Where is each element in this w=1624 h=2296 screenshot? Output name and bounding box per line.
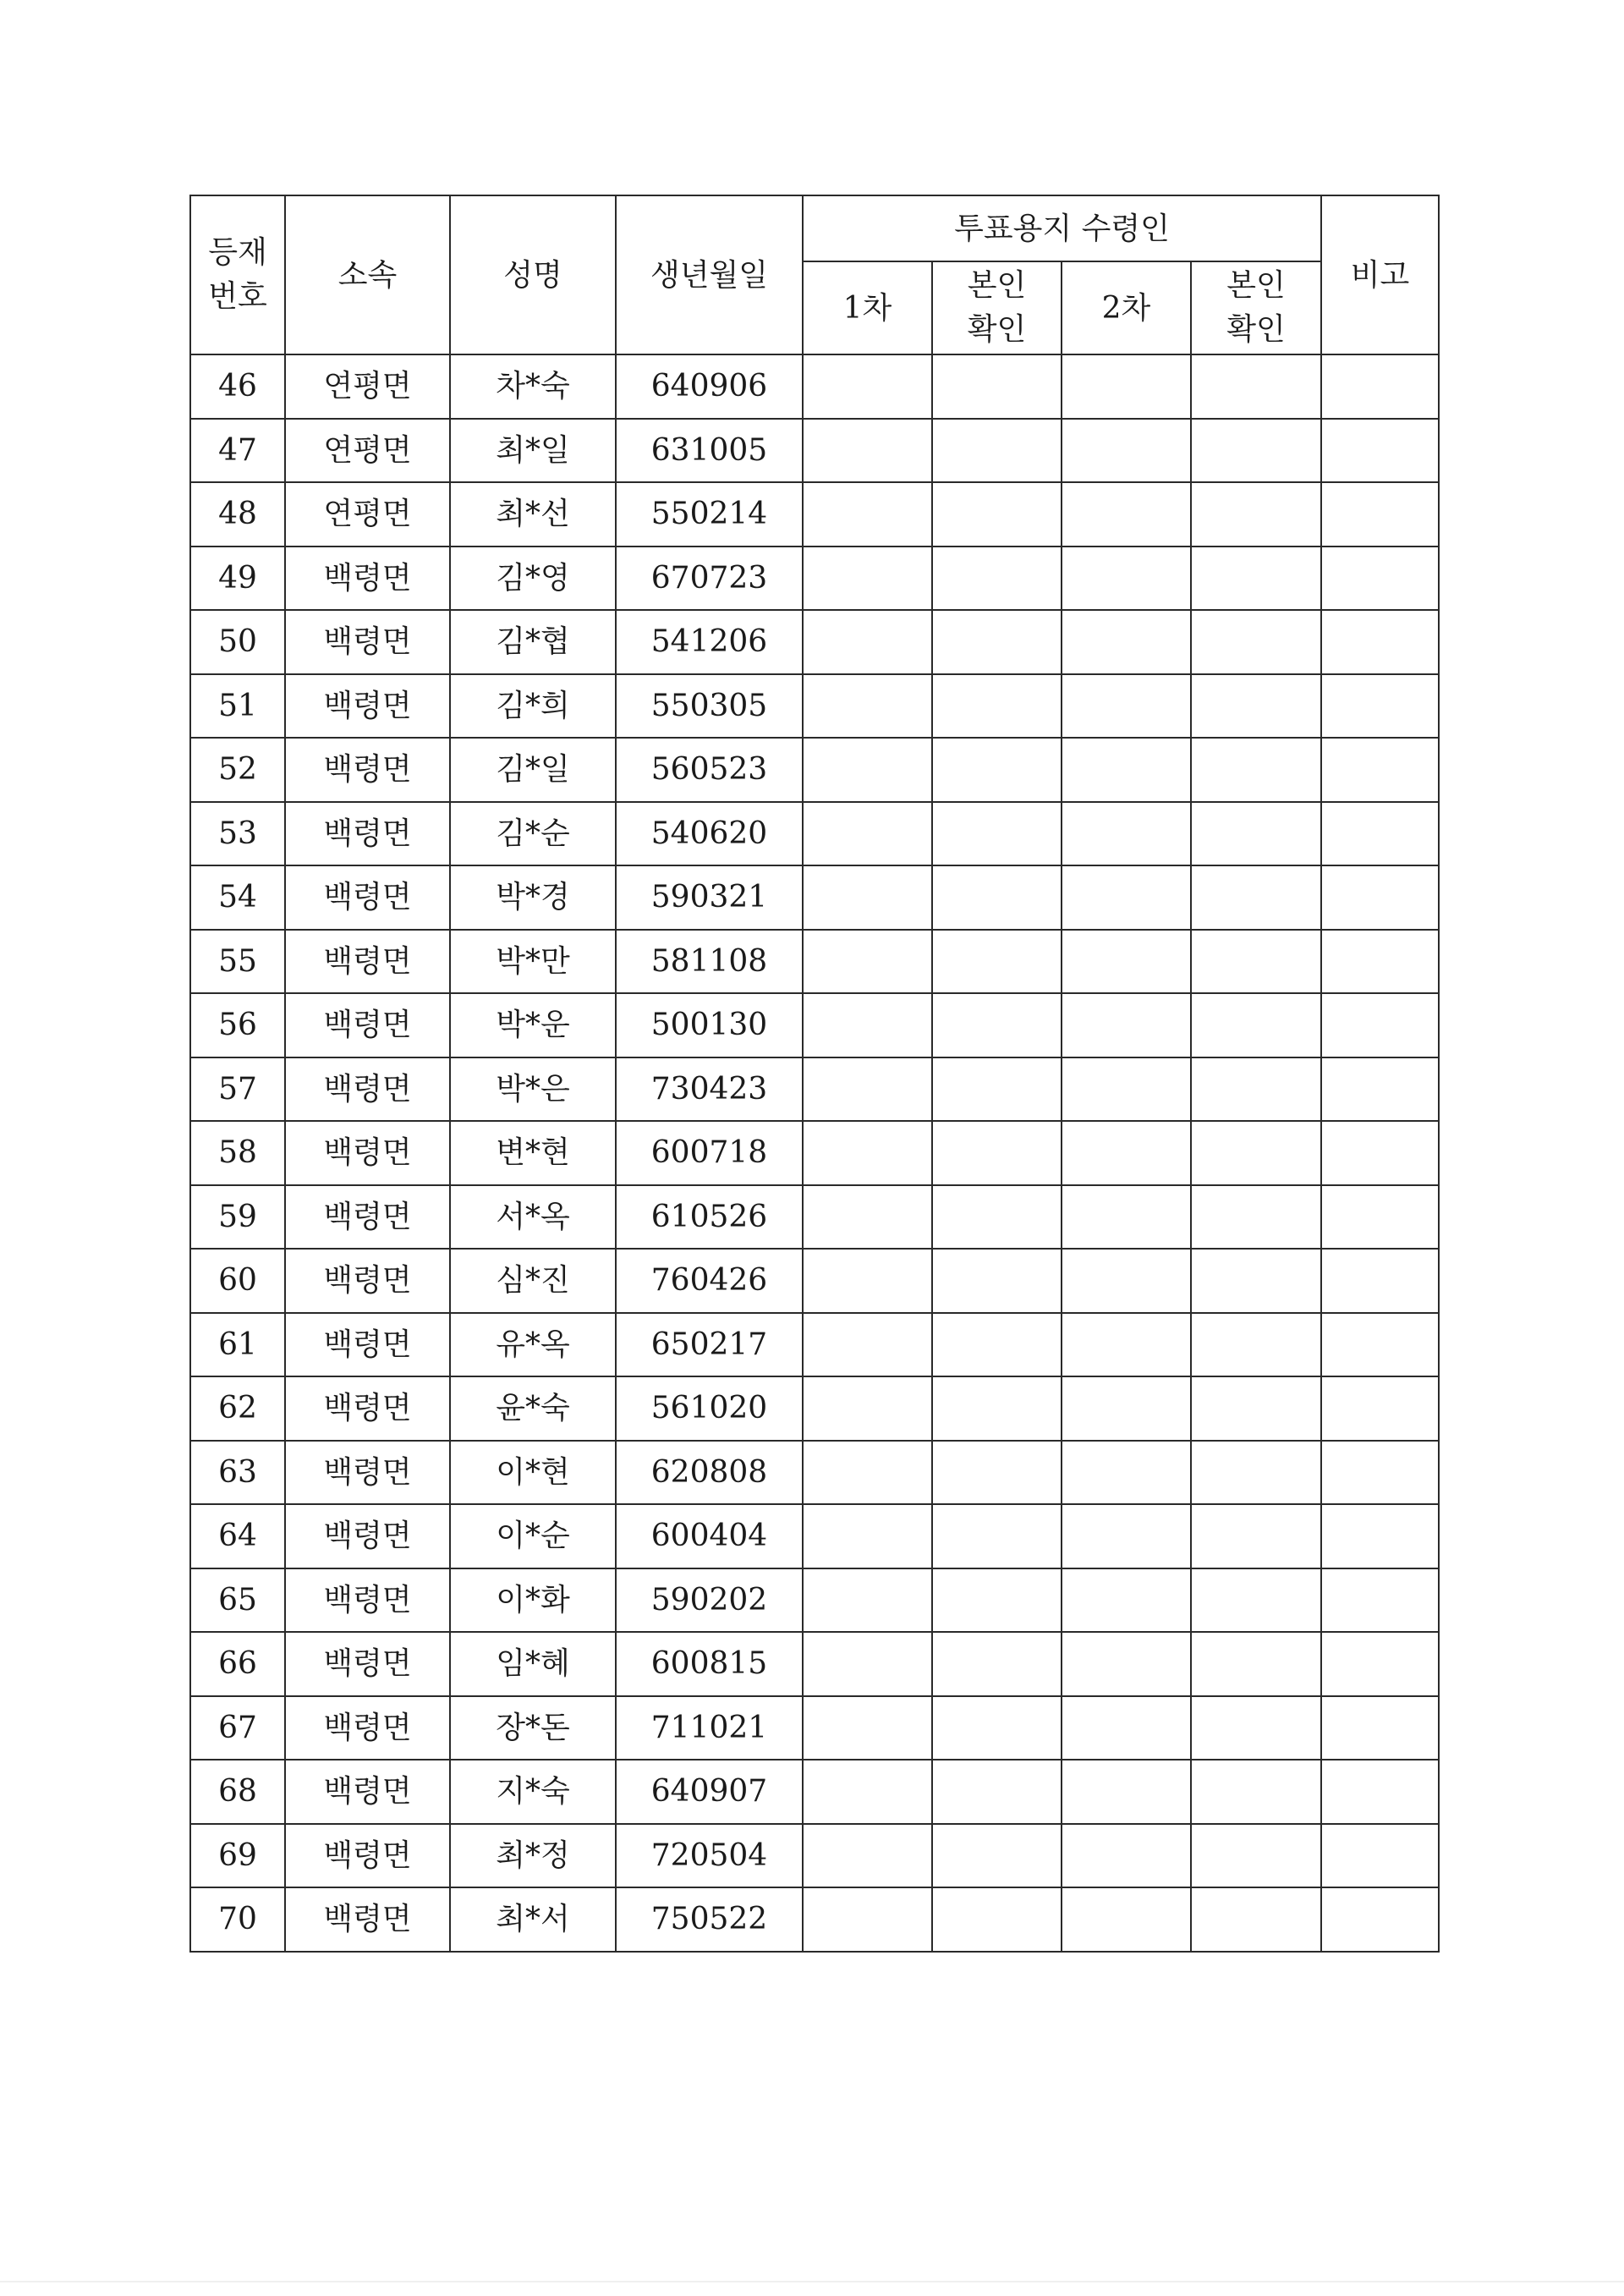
table-row <box>190 865 1439 930</box>
cell-first <box>803 1185 932 1250</box>
table-row <box>190 419 1439 483</box>
header-reg-no-line2: 번호 <box>208 279 267 314</box>
cell-reg-no: 58 <box>190 1121 285 1185</box>
cell-second <box>1062 993 1191 1057</box>
table-row <box>190 1376 1439 1441</box>
table-row <box>190 1057 1439 1122</box>
cell-birthdate: 550214 <box>616 482 803 547</box>
cell-confirm-2 <box>1191 674 1321 739</box>
cell-confirm-2 <box>1191 610 1321 674</box>
cell-confirm-2 <box>1191 1632 1321 1696</box>
cell-first <box>803 354 932 419</box>
cell-name: 이*화 <box>450 1568 616 1633</box>
cell-name: 임*혜 <box>450 1632 616 1696</box>
cell-affiliation: 백령면 <box>285 1057 450 1122</box>
cell-birthdate: 711021 <box>616 1696 803 1760</box>
cell-reg-no: 55 <box>190 930 285 994</box>
cell-reg-no: 66 <box>190 1632 285 1696</box>
cell-birthdate: 650217 <box>616 1313 803 1377</box>
cell-affiliation: 백령면 <box>285 1185 450 1250</box>
cell-remarks <box>1321 674 1439 739</box>
table-header <box>190 195 1439 354</box>
cell-birthdate: 640907 <box>616 1760 803 1824</box>
table-row <box>190 1824 1439 1888</box>
cell-first <box>803 482 932 547</box>
cell-confirm-1 <box>932 1696 1062 1760</box>
cell-name: 최*서 <box>450 1887 616 1952</box>
cell-first <box>803 1376 932 1441</box>
cell-remarks <box>1321 1760 1439 1824</box>
cell-confirm-2 <box>1191 1313 1321 1377</box>
table-row <box>190 354 1439 419</box>
table-row <box>190 1441 1439 1505</box>
cell-confirm-2 <box>1191 1249 1321 1313</box>
cell-confirm-2 <box>1191 865 1321 930</box>
cell-birthdate: 550305 <box>616 674 803 739</box>
cell-reg-no: 67 <box>190 1696 285 1760</box>
cell-name: 김*일 <box>450 738 616 802</box>
cell-second <box>1062 1696 1191 1760</box>
cell-confirm-2 <box>1191 1824 1321 1888</box>
cell-affiliation: 연평면 <box>285 482 450 547</box>
cell-name: 최*정 <box>450 1824 616 1888</box>
cell-birthdate: 620808 <box>616 1441 803 1505</box>
cell-remarks <box>1321 1504 1439 1568</box>
cell-affiliation: 백령면 <box>285 1121 450 1185</box>
cell-second <box>1062 802 1191 866</box>
cell-affiliation: 백령면 <box>285 1249 450 1313</box>
cell-first <box>803 1696 932 1760</box>
cell-affiliation: 백령면 <box>285 1313 450 1377</box>
cell-reg-no: 62 <box>190 1376 285 1441</box>
cell-name: 박*운 <box>450 993 616 1057</box>
cell-remarks <box>1321 354 1439 419</box>
cell-birthdate: 590321 <box>616 865 803 930</box>
cell-remarks <box>1321 1185 1439 1250</box>
cell-remarks <box>1321 1249 1439 1313</box>
header-remarks: 비고 <box>1321 195 1439 354</box>
table-row <box>190 1249 1439 1313</box>
cell-second <box>1062 354 1191 419</box>
cell-second <box>1062 1824 1191 1888</box>
cell-birthdate: 541206 <box>616 610 803 674</box>
cell-affiliation: 백령면 <box>285 1632 450 1696</box>
header-confirm-1-line2: 확인 <box>967 312 1027 347</box>
cell-birthdate: 720504 <box>616 1824 803 1888</box>
header-first: 1차 <box>803 261 932 354</box>
cell-name: 이*순 <box>450 1504 616 1568</box>
cell-name: 지*숙 <box>450 1760 616 1824</box>
cell-second <box>1062 865 1191 930</box>
cell-remarks <box>1321 1887 1439 1952</box>
cell-remarks <box>1321 738 1439 802</box>
cell-birthdate: 730423 <box>616 1057 803 1122</box>
cell-confirm-1 <box>932 993 1062 1057</box>
table-body <box>190 354 1439 1952</box>
cell-confirm-1 <box>932 674 1062 739</box>
cell-confirm-1 <box>932 1185 1062 1250</box>
page-edge-line <box>0 2281 1624 2282</box>
table-row <box>190 1887 1439 1952</box>
cell-birthdate: 600718 <box>616 1121 803 1185</box>
cell-confirm-1 <box>932 1441 1062 1505</box>
cell-reg-no: 63 <box>190 1441 285 1505</box>
cell-affiliation: 연평면 <box>285 419 450 483</box>
cell-confirm-2 <box>1191 1568 1321 1633</box>
cell-second <box>1062 674 1191 739</box>
cell-reg-no: 61 <box>190 1313 285 1377</box>
cell-reg-no: 59 <box>190 1185 285 1250</box>
table-row <box>190 1504 1439 1568</box>
cell-second <box>1062 738 1191 802</box>
table-row <box>190 1696 1439 1760</box>
cell-birthdate: 760426 <box>616 1249 803 1313</box>
cell-first <box>803 1760 932 1824</box>
roster-sheet <box>189 195 1438 1953</box>
cell-affiliation: 백령면 <box>285 674 450 739</box>
cell-reg-no: 49 <box>190 547 285 611</box>
cell-second <box>1062 1185 1191 1250</box>
cell-confirm-2 <box>1191 1760 1321 1824</box>
cell-second <box>1062 547 1191 611</box>
cell-reg-no: 65 <box>190 1568 285 1633</box>
header-confirm-2 <box>1191 261 1321 354</box>
cell-confirm-1 <box>932 610 1062 674</box>
header-confirm-1-line1: 본인 <box>967 267 1027 303</box>
cell-confirm-2 <box>1191 1441 1321 1505</box>
cell-confirm-1 <box>932 738 1062 802</box>
cell-affiliation: 백령면 <box>285 610 450 674</box>
cell-remarks <box>1321 1824 1439 1888</box>
header-confirm-2-line2: 확인 <box>1226 312 1286 347</box>
cell-second <box>1062 1313 1191 1377</box>
cell-confirm-1 <box>932 865 1062 930</box>
table-row <box>190 1185 1439 1250</box>
header-affiliation: 소속 <box>285 195 450 354</box>
cell-affiliation: 백령면 <box>285 738 450 802</box>
table-row <box>190 738 1439 802</box>
cell-name: 김*영 <box>450 547 616 611</box>
cell-confirm-2 <box>1191 1376 1321 1441</box>
cell-confirm-1 <box>932 419 1062 483</box>
cell-first <box>803 1568 932 1633</box>
cell-birthdate: 600404 <box>616 1504 803 1568</box>
cell-reg-no: 47 <box>190 419 285 483</box>
table-row <box>190 482 1439 547</box>
cell-second <box>1062 1376 1191 1441</box>
cell-name: 이*현 <box>450 1441 616 1505</box>
cell-affiliation: 백령면 <box>285 930 450 994</box>
cell-reg-no: 68 <box>190 1760 285 1824</box>
cell-first <box>803 674 932 739</box>
cell-confirm-1 <box>932 802 1062 866</box>
cell-confirm-2 <box>1191 1057 1321 1122</box>
cell-confirm-1 <box>932 1824 1062 1888</box>
cell-name: 윤*숙 <box>450 1376 616 1441</box>
cell-name: 박*은 <box>450 1057 616 1122</box>
cell-confirm-2 <box>1191 482 1321 547</box>
cell-remarks <box>1321 802 1439 866</box>
cell-reg-no: 52 <box>190 738 285 802</box>
cell-reg-no: 56 <box>190 993 285 1057</box>
cell-first <box>803 930 932 994</box>
cell-reg-no: 70 <box>190 1887 285 1952</box>
cell-birthdate: 590202 <box>616 1568 803 1633</box>
cell-confirm-1 <box>932 1249 1062 1313</box>
cell-confirm-1 <box>932 1121 1062 1185</box>
cell-second <box>1062 1121 1191 1185</box>
cell-reg-no: 57 <box>190 1057 285 1122</box>
cell-second <box>1062 1441 1191 1505</box>
cell-confirm-1 <box>932 1632 1062 1696</box>
cell-birthdate: 560523 <box>616 738 803 802</box>
cell-confirm-1 <box>932 547 1062 611</box>
cell-remarks <box>1321 1121 1439 1185</box>
cell-name: 김*협 <box>450 610 616 674</box>
cell-reg-no: 64 <box>190 1504 285 1568</box>
cell-name: 심*진 <box>450 1249 616 1313</box>
cell-name: 박*경 <box>450 865 616 930</box>
cell-confirm-2 <box>1191 930 1321 994</box>
cell-first <box>803 993 932 1057</box>
cell-confirm-1 <box>932 930 1062 994</box>
cell-affiliation: 백령면 <box>285 993 450 1057</box>
cell-first <box>803 1632 932 1696</box>
cell-name: 김*희 <box>450 674 616 739</box>
table-row <box>190 1632 1439 1696</box>
cell-second <box>1062 1887 1191 1952</box>
cell-confirm-1 <box>932 1313 1062 1377</box>
cell-reg-no: 53 <box>190 802 285 866</box>
table-row <box>190 993 1439 1057</box>
cell-first <box>803 1504 932 1568</box>
cell-confirm-1 <box>932 1504 1062 1568</box>
cell-confirm-1 <box>932 482 1062 547</box>
cell-confirm-2 <box>1191 1504 1321 1568</box>
cell-remarks <box>1321 993 1439 1057</box>
cell-first <box>803 1249 932 1313</box>
cell-first <box>803 865 932 930</box>
cell-reg-no: 69 <box>190 1824 285 1888</box>
header-ballot-receiver: 투표용지 수령인 <box>803 195 1321 261</box>
cell-birthdate: 631005 <box>616 419 803 483</box>
table-row <box>190 1760 1439 1824</box>
cell-reg-no: 48 <box>190 482 285 547</box>
cell-birthdate: 561020 <box>616 1376 803 1441</box>
table-row <box>190 674 1439 739</box>
cell-second <box>1062 1568 1191 1633</box>
cell-birthdate: 610526 <box>616 1185 803 1250</box>
table-row <box>190 1568 1439 1633</box>
cell-affiliation: 백령면 <box>285 1568 450 1633</box>
cell-confirm-1 <box>932 1887 1062 1952</box>
table-row <box>190 547 1439 611</box>
cell-remarks <box>1321 865 1439 930</box>
cell-first <box>803 738 932 802</box>
cell-confirm-2 <box>1191 547 1321 611</box>
cell-remarks <box>1321 610 1439 674</box>
cell-birthdate: 670723 <box>616 547 803 611</box>
cell-second <box>1062 610 1191 674</box>
cell-affiliation: 백령면 <box>285 1887 450 1952</box>
cell-confirm-1 <box>932 1376 1062 1441</box>
cell-confirm-2 <box>1191 1887 1321 1952</box>
cell-birthdate: 750522 <box>616 1887 803 1952</box>
voter-roster-table <box>189 195 1440 1953</box>
cell-confirm-2 <box>1191 1185 1321 1250</box>
cell-remarks <box>1321 482 1439 547</box>
header-second: 2차 <box>1062 261 1191 354</box>
header-confirm-1 <box>932 261 1062 354</box>
header-name: 성명 <box>450 195 616 354</box>
cell-second <box>1062 1632 1191 1696</box>
cell-second <box>1062 419 1191 483</box>
cell-reg-no: 54 <box>190 865 285 930</box>
table-row <box>190 1121 1439 1185</box>
cell-confirm-1 <box>932 354 1062 419</box>
cell-birthdate: 581108 <box>616 930 803 994</box>
table-row <box>190 610 1439 674</box>
header-confirm-2-line1: 본인 <box>1226 267 1286 303</box>
cell-birthdate: 640906 <box>616 354 803 419</box>
cell-first <box>803 419 932 483</box>
cell-name: 최*일 <box>450 419 616 483</box>
cell-name: 차*숙 <box>450 354 616 419</box>
cell-confirm-1 <box>932 1760 1062 1824</box>
cell-first <box>803 802 932 866</box>
cell-affiliation: 백령면 <box>285 547 450 611</box>
cell-affiliation: 백령면 <box>285 1824 450 1888</box>
header-reg-no-line1: 등재 <box>208 234 267 270</box>
cell-remarks <box>1321 1696 1439 1760</box>
cell-confirm-2 <box>1191 419 1321 483</box>
cell-confirm-1 <box>932 1568 1062 1633</box>
cell-reg-no: 51 <box>190 674 285 739</box>
cell-remarks <box>1321 419 1439 483</box>
cell-remarks <box>1321 1313 1439 1377</box>
cell-affiliation: 백령면 <box>285 1441 450 1505</box>
cell-remarks <box>1321 1057 1439 1122</box>
cell-affiliation: 백령면 <box>285 1696 450 1760</box>
cell-second <box>1062 482 1191 547</box>
cell-affiliation: 백령면 <box>285 1504 450 1568</box>
cell-affiliation: 백령면 <box>285 865 450 930</box>
cell-birthdate: 540620 <box>616 802 803 866</box>
table-row <box>190 802 1439 866</box>
cell-second <box>1062 1057 1191 1122</box>
cell-confirm-2 <box>1191 993 1321 1057</box>
cell-remarks <box>1321 547 1439 611</box>
cell-first <box>803 1887 932 1952</box>
cell-name: 김*순 <box>450 802 616 866</box>
header-reg-no <box>190 195 285 354</box>
cell-reg-no: 50 <box>190 610 285 674</box>
cell-affiliation: 백령면 <box>285 802 450 866</box>
cell-first <box>803 547 932 611</box>
cell-first <box>803 1824 932 1888</box>
cell-confirm-2 <box>1191 738 1321 802</box>
cell-name: 유*옥 <box>450 1313 616 1377</box>
header-birthdate: 생년월일 <box>616 195 803 354</box>
cell-name: 박*만 <box>450 930 616 994</box>
cell-birthdate: 600815 <box>616 1632 803 1696</box>
cell-first <box>803 1313 932 1377</box>
cell-remarks <box>1321 1632 1439 1696</box>
cell-name: 변*현 <box>450 1121 616 1185</box>
table-row <box>190 1313 1439 1377</box>
cell-confirm-2 <box>1191 354 1321 419</box>
cell-remarks <box>1321 1441 1439 1505</box>
table-row <box>190 930 1439 994</box>
cell-remarks <box>1321 930 1439 994</box>
cell-confirm-1 <box>932 1057 1062 1122</box>
cell-confirm-2 <box>1191 1696 1321 1760</box>
cell-confirm-2 <box>1191 1121 1321 1185</box>
cell-name: 최*선 <box>450 482 616 547</box>
cell-second <box>1062 1504 1191 1568</box>
cell-first <box>803 1441 932 1505</box>
cell-name: 서*옥 <box>450 1185 616 1250</box>
cell-second <box>1062 930 1191 994</box>
cell-affiliation: 연평면 <box>285 354 450 419</box>
cell-affiliation: 백령면 <box>285 1760 450 1824</box>
cell-confirm-2 <box>1191 802 1321 866</box>
cell-second <box>1062 1760 1191 1824</box>
cell-birthdate: 500130 <box>616 993 803 1057</box>
cell-reg-no: 46 <box>190 354 285 419</box>
cell-affiliation: 백령면 <box>285 1376 450 1441</box>
cell-first <box>803 610 932 674</box>
cell-first <box>803 1121 932 1185</box>
cell-second <box>1062 1249 1191 1313</box>
cell-first <box>803 1057 932 1122</box>
cell-remarks <box>1321 1376 1439 1441</box>
cell-name: 장*돈 <box>450 1696 616 1760</box>
cell-reg-no: 60 <box>190 1249 285 1313</box>
cell-remarks <box>1321 1568 1439 1633</box>
